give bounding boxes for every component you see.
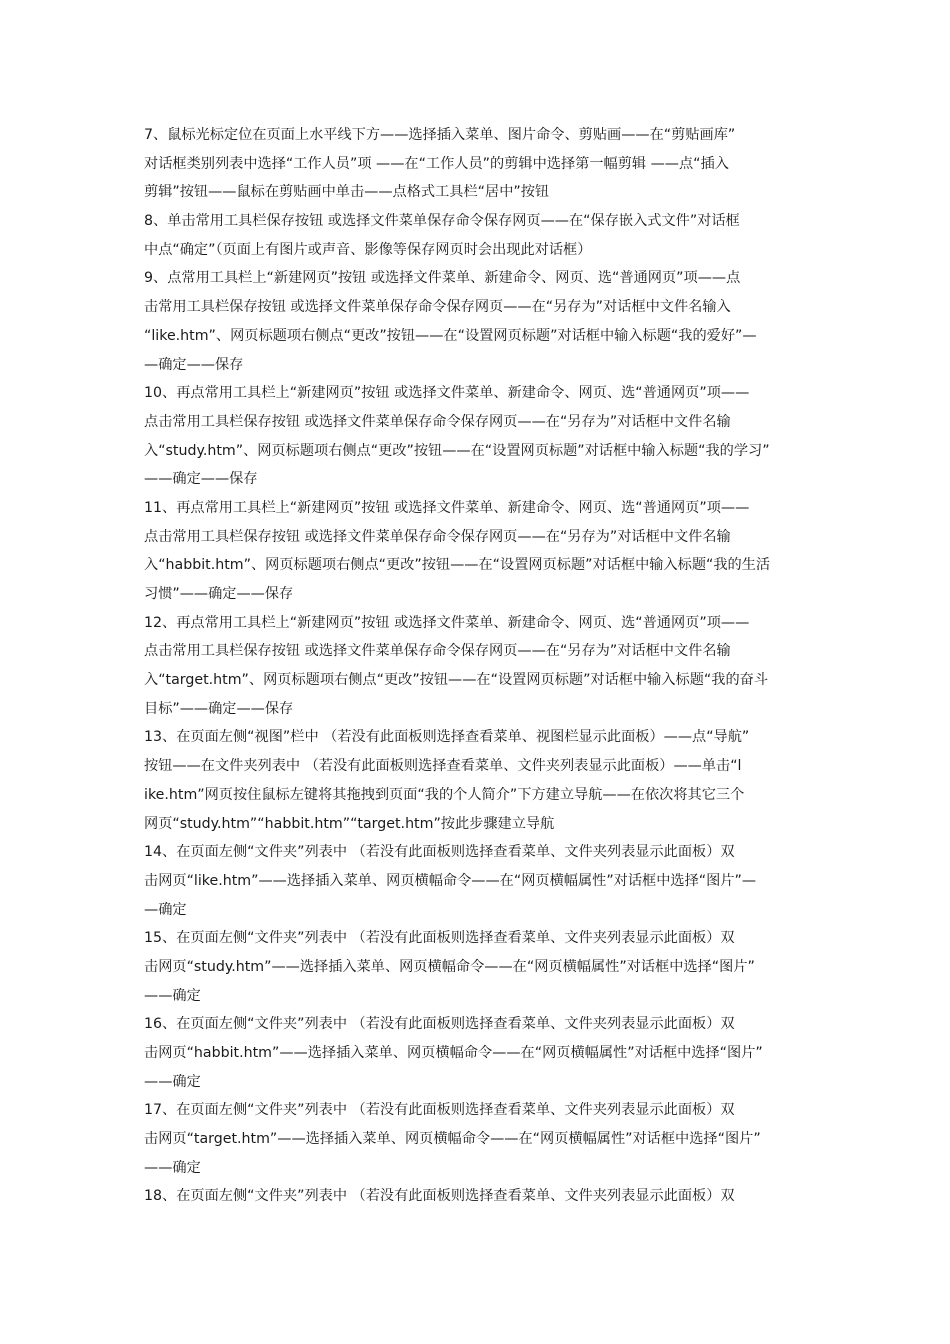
- text-line: 7、鼠标光标定位在页面上水平线下方——选择插入菜单、图片命令、剪贴画——在“剪贴画库”: [144, 127, 736, 143]
- text-line: 15、在页面左侧“文件夹”列表中 （若没有此面板则选择查看菜单、文件夹列表显示此面板）双: [144, 930, 735, 947]
- text-line: 中点“确定”（页面上有图片或声音、影像等保存网页时会出现此对话框）: [144, 241, 592, 258]
- text-line: 16、在页面左侧“文件夹”列表中 （若没有此面板则选择查看菜单、文件夹列表显示此面板）双: [144, 1016, 735, 1033]
- text-line: 对话框类别列表中选择“工作人员”项 ——在“工作人员”的剪辑中选择第一幅剪辑 ——点“插入: [144, 155, 729, 172]
- text-line: 击网页“study.htm”——选择插入菜单、网页横幅命令——在“网页横幅属性”对话框中选择“图片”: [144, 958, 755, 975]
- text-line: 入“study.htm”、网页标题项右侧点“更改”按钮——在“设置网页标题”对话框中输入标题“我的学习”: [144, 442, 770, 459]
- text-line: “like.htm”、网页标题项右侧点“更改”按钮——在“设置网页标题”对话框中输入标题“我的爱好”—: [144, 327, 757, 344]
- text-line: 击常用工具栏保存按钮 或选择文件菜单保存命令保存网页——在“另存为”对话框中文件名输入: [144, 299, 731, 316]
- text-line: 11、再点常用工具栏上“新建网页”按钮 或选择文件菜单、新建命令、网页、选“普通网页”项——: [144, 499, 750, 516]
- text-line: 按钮——在文件夹列表中 （若没有此面板则选择查看菜单、文件夹列表显示此面板）——单击“l: [144, 758, 742, 775]
- text-line: 入“target.htm”、网页标题项右侧点“更改”按钮——在“设置网页标题”对话框中输入标题“我的奋斗: [144, 672, 769, 689]
- text-line: 点击常用工具栏保存按钮 或选择文件菜单保存命令保存网页——在“另存为”对话框中文件名输: [144, 643, 731, 660]
- text-line: ——确定: [144, 1159, 201, 1176]
- text-line: 入“habbit.htm”、网页标题项右侧点“更改”按钮——在“设置网页标题”对话框中输入标题“我的生活: [144, 557, 771, 574]
- text-line: 点击常用工具栏保存按钮 或选择文件菜单保存命令保存网页——在“另存为”对话框中文件名输: [144, 528, 731, 545]
- text-line: 击网页“like.htm”——选择插入菜单、网页横幅命令——在“网页横幅属性”对话框中选择“图片”—: [144, 872, 757, 889]
- text-line: 剪辑”按钮——鼠标在剪贴画中单击——点格式工具栏“居中”按钮: [144, 184, 550, 201]
- text-line: 9、点常用工具栏上“新建网页”按钮 或选择文件菜单、新建命令、网页、选“普通网页”项——点: [144, 270, 741, 287]
- text-line: ——确定——保存: [144, 471, 258, 488]
- text-line: ——确定: [144, 1073, 201, 1090]
- text-line: 8、单击常用工具栏保存按钮 或选择文件菜单保存命令保存网页——在“保存嵌入式文件”对话框: [144, 213, 740, 230]
- text-line: 目标”——确定——保存: [144, 700, 294, 717]
- text-line: 14、在页面左侧“文件夹”列表中 （若没有此面板则选择查看菜单、文件夹列表显示此面板）双: [144, 844, 735, 861]
- text-line: 网页“study.htm”“habbit.htm”“target.htm”按此步骤建立导航: [144, 815, 555, 832]
- text-line: 12、再点常用工具栏上“新建网页”按钮 或选择文件菜单、新建命令、网页、选“普通网页”项——: [144, 614, 750, 631]
- text-line: 点击常用工具栏保存按钮 或选择文件菜单保存命令保存网页——在“另存为”对话框中文件名输: [144, 413, 731, 430]
- document-body: [144, 121, 812, 1211]
- text-line: 17、在页面左侧“文件夹”列表中 （若没有此面板则选择查看菜单、文件夹列表显示此面板）双: [144, 1102, 735, 1119]
- text-line: —确定——保存: [144, 356, 244, 373]
- text-line: 击网页“habbit.htm”——选择插入菜单、网页横幅命令——在“网页横幅属性”对话框中选择“图片”: [144, 1045, 763, 1061]
- text-line: 击网页“target.htm”——选择插入菜单、网页横幅命令——在“网页横幅属性”对话框中选择“图片”: [144, 1131, 761, 1148]
- text-line: 18、在页面左侧“文件夹”列表中 （若没有此面板则选择查看菜单、文件夹列表显示此面板）双: [144, 1188, 735, 1205]
- text-line: 习惯”——确定——保存: [144, 586, 294, 602]
- text-line: ike.htm”网页按住鼠标左键将其拖拽到页面“我的个人简介”下方建立导航——在依次将其它三个: [144, 786, 745, 803]
- text-line: —确定: [144, 901, 187, 918]
- text-line: 10、再点常用工具栏上“新建网页”按钮 或选择文件菜单、新建命令、网页、选“普通网页”项——: [144, 385, 750, 402]
- text-line: 13、在页面左侧“视图”栏中 （若没有此面板则选择查看菜单、视图栏显示此面板）——点“导航”: [144, 729, 750, 746]
- text-line: ——确定: [144, 987, 201, 1004]
